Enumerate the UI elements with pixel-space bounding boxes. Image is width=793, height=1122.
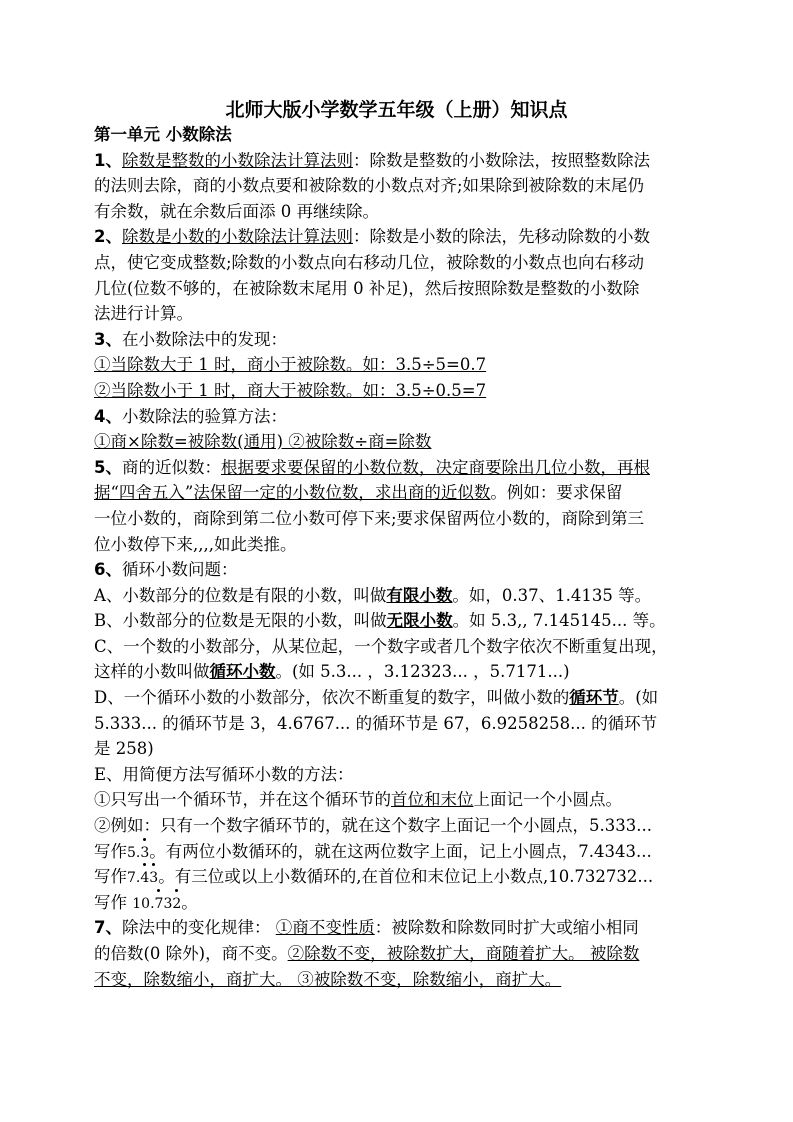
repeating-number-2 <box>127 870 158 886</box>
text: A、小数部分的位数是有限的小数，叫做 <box>94 585 387 605</box>
digits: 7. <box>127 870 141 887</box>
paragraph-5-line-2 <box>94 480 724 506</box>
term-finite-decimal: 有限小数 <box>386 585 453 605</box>
paragraph-5-line-1 <box>94 455 724 481</box>
digit: 3 <box>140 844 150 861</box>
underlined-text: ①商不变性质 <box>275 918 375 938</box>
item-e-line-5 <box>94 890 724 916</box>
item-number: 3、 <box>94 329 122 349</box>
text: 。例如：要求保留 <box>490 483 623 503</box>
item-c-line-2 <box>94 659 724 685</box>
text: 。 <box>181 892 198 912</box>
text: ：除数是小数的除法，先移动除数的小数 <box>352 227 650 247</box>
repeat-dot-icon <box>157 889 160 892</box>
underlined-text: ②除数不变，被除数扩大，商随着扩大。 被除数 <box>287 944 640 963</box>
paragraph-2-line-1 <box>94 224 724 250</box>
paragraph-4-heading <box>94 404 724 430</box>
digits: 5. <box>127 844 141 861</box>
digits: 10. <box>132 895 155 912</box>
repeating-digit <box>172 892 181 918</box>
paragraph-2-line-2: 点，使它变成整数;除数的小数点向右移动几位，被除数的小数点也向右移动 <box>94 252 645 272</box>
text: D、一个循环小数的小数部分，依次不断重复的数字，叫做小数的 <box>94 688 570 708</box>
repeating-digit <box>149 866 158 892</box>
paragraph-3-heading <box>94 327 724 353</box>
text: 循环小数问题： <box>121 560 238 580</box>
underlined-text: 不变，除数缩小，商扩大。 ③被除数不变，除数缩小，商扩大。 <box>94 969 562 989</box>
item-e-line-2: ②例如：只有一个数字循环节的，就在这个数字上面记一个小圆点，5.333... <box>94 816 652 836</box>
digit: 2 <box>172 895 182 912</box>
text: 除法中的变化规律： <box>121 918 276 938</box>
unit-heading: 第一单元 小数除法 <box>94 125 232 144</box>
document-body <box>94 122 724 992</box>
item-number: 4、 <box>94 406 122 426</box>
repeat-dot-icon <box>175 889 178 892</box>
text: 写作 <box>94 841 127 861</box>
finding-1: ①当除数大于 1 时，商小于被除数。如：3.5÷5=0.7 <box>94 355 487 375</box>
paragraph-7-line-1 <box>94 915 724 941</box>
digit: 7 <box>154 895 164 912</box>
text: 。(如 5.3... ，3.12323... ，5.7171...) <box>275 662 570 682</box>
repeat-dot-icon <box>143 838 146 841</box>
text: 在小数除法中的发现： <box>121 329 287 349</box>
item-e-heading: E、用简便方法写循环小数的方法： <box>94 764 354 784</box>
rule-label: 除数是整数的小数除法计算法则 <box>121 150 353 170</box>
underlined-text: 据“四舍五入”法保留一定的小数位数，求出商的近似数 <box>94 483 491 503</box>
repeating-number-3 <box>132 896 181 912</box>
repeat-dot-icon <box>143 863 146 866</box>
term-infinite-decimal: 无限小数 <box>386 611 453 631</box>
text: 写作 <box>94 892 133 912</box>
item-c-line-1: C、一个数的小数部分，从某位起，一个数字或者几个数字依次不断重复出现， <box>94 636 668 656</box>
item-number: 7、 <box>94 918 122 938</box>
term-repeating-decimal: 循环小数 <box>209 662 276 682</box>
underlined-text: 根据要求要保留的小数位数，决定商要除出几位小数，再根 <box>220 457 650 477</box>
paragraph-6-heading <box>94 557 724 583</box>
text: 的倍数(0 除外)，商不变。 <box>94 944 288 963</box>
digit: 3 <box>149 870 159 887</box>
item-number: 5、 <box>94 457 122 477</box>
text: 上面记一个小圆点。 <box>473 790 622 810</box>
repeat-dot-icon <box>152 863 155 866</box>
paragraph-1-line-1 <box>94 148 724 174</box>
repeating-digit <box>155 892 164 918</box>
text: 。有两位小数循环的，就在这两位数字上面，记上小圆点，7.4343... <box>149 841 652 861</box>
paragraph-7-line-2 <box>94 941 724 967</box>
text: 写作 <box>94 867 127 887</box>
paragraph-2-line-3: 几位(位数不够的，在被除数末尾用 0 补足)，然后按照除数是整数的小数除 <box>94 278 640 298</box>
text: 小数除法的验算方法： <box>121 406 287 426</box>
repeating-digit <box>140 866 149 892</box>
text: ：除数是整数的小数除法，按照整数除法 <box>352 150 650 170</box>
page-title: 北师大版小学数学五年级（上册）知识点 <box>225 99 568 121</box>
text: ①只写出一个循环节，并在这个循环节的 <box>94 790 391 810</box>
item-d-line-2: 5.333... 的循环节是 3，4.6767... 的循环节是 67，6.9258258... 的循环节 <box>94 713 658 733</box>
item-a <box>94 583 724 609</box>
paragraph-1-line-3: 有余数，就在余数后面添 0 再继续除。 <box>94 201 379 221</box>
underlined-text: 首位和末位 <box>391 790 474 810</box>
check-methods: ①商×除数=被除数(通用) ②被除数÷商=除数 <box>94 432 432 452</box>
item-e-line-1 <box>94 787 724 813</box>
item-number: 1、 <box>94 150 122 170</box>
item-d-line-1 <box>94 685 724 711</box>
digit: 3 <box>163 895 173 912</box>
paragraph-2-line-4: 法进行计算。 <box>94 304 193 324</box>
term-repetend: 循环节 <box>569 688 619 708</box>
paragraph-1-line-2: 的法则去除，商的小数点要和被除数的小数点对齐;如果除到被除数的末尾仍 <box>94 176 645 196</box>
item-d-line-3: 是 258) <box>94 739 154 759</box>
item-number: 2、 <box>94 227 122 247</box>
text: B、小数部分的位数是无限的小数，叫做 <box>94 611 387 631</box>
item-e-line-3 <box>94 839 724 865</box>
text: 。如 5.3,, 7.145145... 等。 <box>452 611 666 631</box>
item-b <box>94 608 724 634</box>
digit: 4 <box>140 870 150 887</box>
text: 。有三位或以上小数循环的,在首位和末位记上小数点,10.732732... <box>158 867 654 887</box>
paragraph-5-line-3: 一位小数的，商除到第二位小数可停下来;要求保留两位小数的，商除到第三 <box>94 508 645 528</box>
text: 这样的小数叫做 <box>94 662 210 682</box>
item-number: 6、 <box>94 560 122 580</box>
text: ：被除数和除数同时扩大或缩小相同 <box>374 918 639 938</box>
item-e-line-4 <box>94 864 724 890</box>
text: 商的近似数： <box>121 457 221 477</box>
text: 。(如 <box>618 688 659 708</box>
repeating-number-1 <box>127 845 149 861</box>
rule-label: 除数是小数的小数除法计算法则 <box>121 227 353 247</box>
text: 。如，0.37、1.4135 等。 <box>452 585 652 605</box>
finding-2: ②当除数小于 1 时，商大于被除数。如：3.5÷0.5=7 <box>94 380 487 400</box>
paragraph-5-line-4: 位小数停下来,,,,如此类推。 <box>94 534 297 554</box>
paragraph-7-line-3 <box>94 967 724 993</box>
